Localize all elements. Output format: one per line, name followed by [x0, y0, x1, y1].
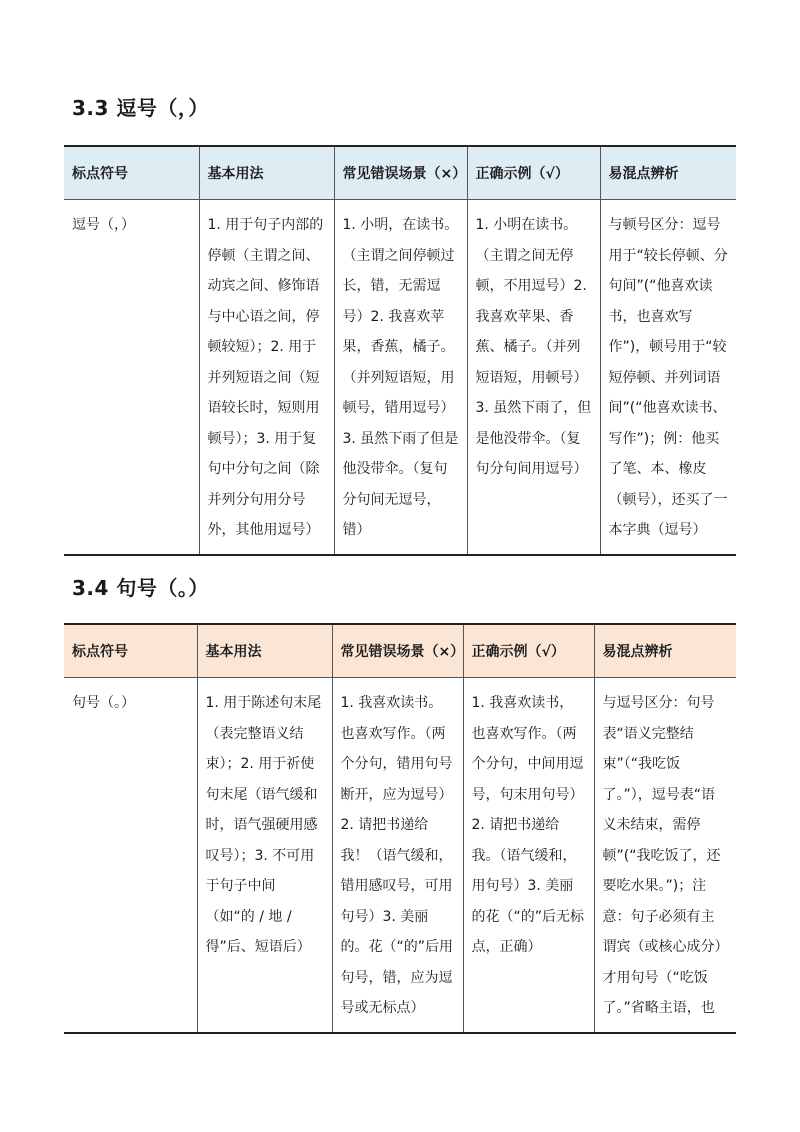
- cell-correct-examples: 1. 小明在读书。（主谓之间无停顿，不用逗号）2. 我喜欢苹果、香蕉、橘子。（并列短语短，用顿号）3. 虽然下雨了，但是他没带伞。（复句分句间用逗号）: [467, 200, 600, 555]
- header-confusion-analysis: 易混点辨析: [600, 146, 736, 200]
- cell-correct-examples: 1. 我喜欢读书，也喜欢写作。（两个分句，中间用逗号，句末用句号）2. 请把书递给我。（语气缓和，用句号）3. 美丽的花（“的”后无标点，正确）: [463, 678, 594, 1033]
- header-common-errors: 常见错误场景（×）: [332, 624, 463, 678]
- cell-confusion-analysis: 与顿号区分：逗号用于“较长停顿、分句间”(“他喜欢读书，也喜欢写作”)，顿号用于“较短停顿、并列词语间”(“他喜欢读书、写作”)；例：他买了笔、本、橡皮（顿号），还买了一本字典（逗号）: [600, 200, 736, 555]
- cell-basic-usage: 1. 用于句子内部的停顿（主谓之间、动宾之间、修饰语与中心语之间，停顿较短）；2. 用于并列短语之间（短语较长时，短则用顿号）；3. 用于复句中分句之间（除并列分句用分号外，其他用逗号）: [199, 200, 334, 555]
- header-correct-examples: 正确示例（√）: [463, 624, 594, 678]
- cell-symbol: 句号（。）: [64, 678, 197, 1033]
- table-header-row: [64, 624, 736, 678]
- header-basic-usage: 基本用法: [197, 624, 332, 678]
- header-confusion-analysis: 易混点辨析: [594, 624, 736, 678]
- header-basic-usage: 基本用法: [199, 146, 334, 200]
- section-heading-period: 3.4 句号（。）: [72, 576, 209, 600]
- section-heading-comma: 3.3 逗号（，）: [72, 96, 209, 120]
- header-common-errors: 常见错误场景（×）: [334, 146, 467, 200]
- header-correct-examples: 正确示例（√）: [467, 146, 600, 200]
- header-symbol: 标点符号: [64, 624, 197, 678]
- period-usage-table: [64, 623, 736, 1034]
- cell-common-errors: 1. 我喜欢读书。也喜欢写作。（两个分句，错用句号断开，应为逗号）2. 请把书递给我！（语气缓和，错用感叹号，可用句号）3. 美丽的。花（“的”后用句号，错，应为逗号或无标点）: [332, 678, 463, 1033]
- cell-confusion-analysis: 与逗号区分：句号表“语义完整结束”（“我吃饭了。”），逗号表“语义未结束，需停顿”(“我吃饭了，还要吃水果。”)；注意：句子必须有主谓宾（或核心成分）才用句号（“吃饭了。”省略主语，也: [594, 678, 736, 1033]
- comma-usage-table: [64, 145, 736, 556]
- table-row: [64, 678, 736, 1033]
- cell-common-errors: 1. 小明，在读书。（主谓之间停顿过长，错，无需逗号）2. 我喜欢苹果，香蕉，橘子。（并列短语短，用顿号，错用逗号）3. 虽然下雨了但是他没带伞。（复句分句间无逗号，错）: [334, 200, 467, 555]
- header-symbol: 标点符号: [64, 146, 199, 200]
- cell-basic-usage: 1. 用于陈述句末尾（表完整语义结束）；2. 用于祈使句末尾（语气缓和时，语气强硬用感叹号）；3. 不可用于句子中间（如“的 / 地 / 得”后、短语后）: [197, 678, 332, 1033]
- table-header-row: [64, 146, 736, 200]
- cell-symbol: 逗号（，）: [64, 200, 199, 555]
- table-row: [64, 200, 736, 555]
